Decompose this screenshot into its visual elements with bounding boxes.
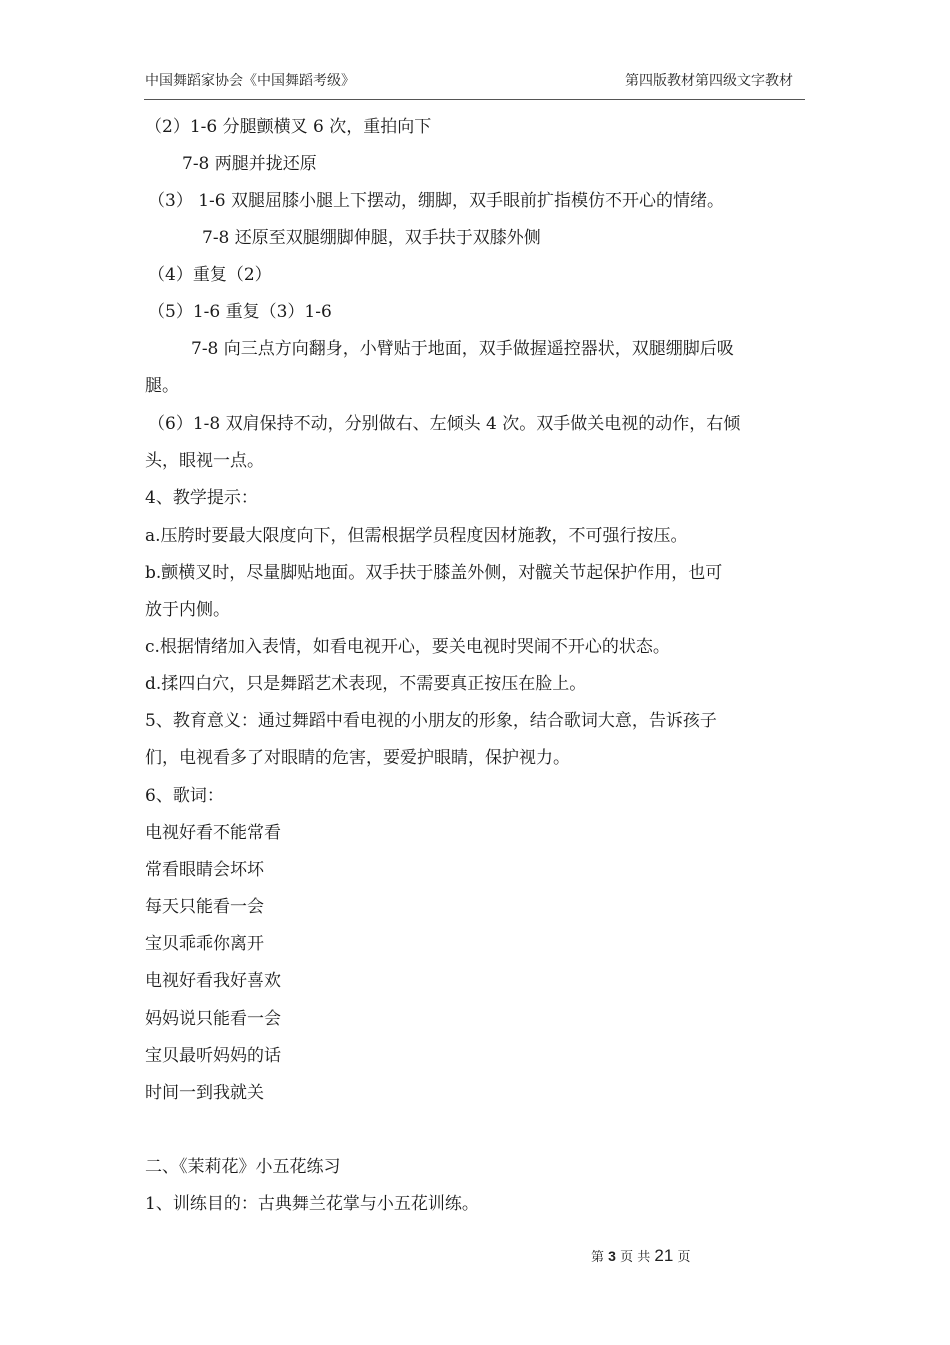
text-line: 5、教育意义：通过舞蹈中看电视的小朋友的形象，结合歌词大意，告诉孩子 — [145, 711, 717, 731]
text-line: （6）1-8 双肩保持不动，分别做右、左倾头 4 次。双手做关电视的动作，右倾 — [148, 414, 741, 434]
text-line: 头，眼视一点。 — [145, 451, 264, 471]
total-page-count: 21 — [654, 1246, 674, 1265]
lyric-line: 时间一到我就关 — [145, 1083, 264, 1103]
lyric-line: 电视好看不能常看 — [145, 823, 281, 843]
lyric-line: 妈妈说只能看一会 — [145, 1009, 281, 1029]
footer-middle: 页 共 — [620, 1250, 651, 1265]
text-line: 腿。 — [145, 376, 179, 396]
header-divider — [144, 99, 805, 100]
text-line: 7-8 两腿并拢还原 — [182, 154, 317, 174]
text-line: 们，电视看多了对眼睛的危害，要爱护眼睛，保护视力。 — [145, 748, 570, 768]
lyric-line: 宝贝乖乖你离开 — [145, 934, 264, 954]
lyric-line: 常看眼睛会坏坏 — [145, 860, 264, 880]
header-right-title: 第四版教材第四级文字教材 — [625, 73, 793, 89]
text-line: （2）1-6 分腿颤横叉 6 次，重拍向下 — [145, 117, 432, 137]
text-line: 7-8 向三点方向翻身，小臂贴于地面，双手做握遥控器状，双腿绷脚后吸 — [191, 339, 734, 359]
text-line: a.压胯时要最大限度向下，但需根据学员程度因材施教，不可强行按压。 — [145, 526, 688, 546]
text-line: （5）1-6 重复（3）1-6 — [148, 302, 332, 322]
section-heading: 4、教学提示： — [145, 488, 258, 508]
text-line: 1、训练目的：古典舞兰花掌与小五花训练。 — [145, 1194, 479, 1214]
text-line: （3） 1-6 双腿屈膝小腿上下摆动，绷脚，双手眼前扩指模仿不开心的情绪。 — [148, 191, 724, 211]
text-line: d.揉四白穴，只是舞蹈艺术表现，不需要真正按压在脸上。 — [145, 674, 587, 694]
text-line: 放于内侧。 — [145, 600, 230, 620]
text-line: b.颤横叉时，尽量脚贴地面。双手扶于膝盖外侧，对髋关节起保护作用，也可 — [145, 563, 723, 583]
lyric-line: 宝贝最听妈妈的话 — [145, 1046, 281, 1066]
text-line: c.根据情绪加入表情，如看电视开心，要关电视时哭闹不开心的状态。 — [145, 637, 670, 657]
text-line: （4）重复（2） — [148, 265, 272, 285]
current-page-number: 3 — [608, 1248, 616, 1264]
text-line: 7-8 还原至双腿绷脚伸腿，双手扶于双膝外侧 — [202, 228, 541, 248]
footer-suffix: 页 — [677, 1250, 691, 1265]
lyric-line: 电视好看我好喜欢 — [145, 971, 281, 991]
page-footer — [591, 1246, 690, 1266]
section-heading: 6、歌词： — [145, 786, 224, 806]
section-heading: 二、《茉莉花》小五花练习 — [145, 1157, 341, 1177]
lyric-line: 每天只能看一会 — [145, 897, 264, 917]
header-left-title: 中国舞蹈家协会《中国舞蹈考级》 — [145, 73, 355, 89]
footer-prefix: 第 — [591, 1250, 605, 1265]
